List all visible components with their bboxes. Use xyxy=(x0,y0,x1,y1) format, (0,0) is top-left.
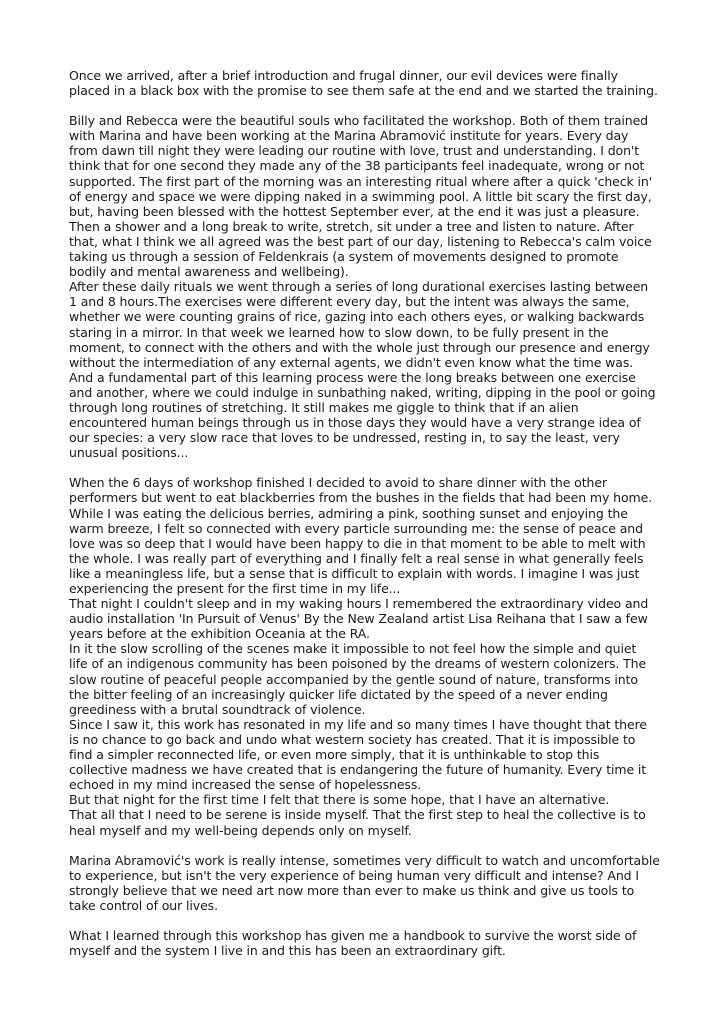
text-line: and another, where we could indulge in sunbathing naked, writing, dipping in the pool or going xyxy=(69,384,656,400)
text-line: through long routines of stretching. It still makes me giggle to think that if an alien xyxy=(69,399,579,415)
text-line: experiencing the present for the first time in my life... xyxy=(69,581,401,596)
paragraph-4 xyxy=(69,853,661,913)
text-line: like a meaningless life, but a sense that is difficult to explain with words. I imagine I was just xyxy=(69,565,640,581)
text-line: echoed in my mind increased the sense of hopelessness. xyxy=(69,777,422,793)
text-line: moment, to connect with the others and with the whole just through our presence and energy xyxy=(69,339,650,355)
text-line: What I learned through this workshop has given me a handbook to survive the worst side of xyxy=(69,927,637,943)
text-line: supported. The first part of the morning was an interesting ritual where after a quick 'check in' xyxy=(69,173,653,189)
text-line: the whole. I was really part of everything and I finally felt a real sense in what generally feels xyxy=(69,550,644,566)
text-line: of energy and space we were dipping naked in a swimming pool. A little bit scary the first day, xyxy=(69,188,652,204)
text-line: In it the slow scrolling of the scenes make it impossible to not feel how the simple and quiet xyxy=(69,641,637,657)
text-line: unusual positions... xyxy=(69,445,189,461)
text-line: to experience, but isn't the very experience of being human very difficult and intense? And I xyxy=(69,867,639,883)
text-line: And a fundamental part of this learning process were the long breaks between one exercise xyxy=(69,369,636,385)
text-line: Once we arrived, after a brief introduction and frugal dinner, our evil devices were finally xyxy=(69,68,618,83)
text-line: After these daily rituals we went through a series of long durational exercises lasting between xyxy=(69,279,649,295)
text-line: Marina Abramović's work is really intense, sometimes very difficult to watch and uncomfortable xyxy=(69,852,660,868)
text-line: is no chance to go back and undo what western society has created. That it is impossible to xyxy=(69,731,636,747)
text-line: with Marina and have been working at the Marina Abramović institute for years. Every day xyxy=(69,128,629,144)
text-line: Since I saw it, this work has resonated in my life and so many times I have thought that there xyxy=(69,716,647,732)
text-line: 1 and 8 hours.The exercises were different every day, but the intent was always the same, xyxy=(69,294,630,310)
text-line: bodily and mental awareness and wellbeing). xyxy=(69,264,349,280)
paragraph-2 xyxy=(69,113,661,460)
text-line: encountered human beings through us in those days they would have a very strange idea of xyxy=(69,415,641,431)
paragraph-3 xyxy=(69,475,661,837)
text-line: but, having been blessed with the hottest September ever, at the end it was just a pleasure. xyxy=(69,203,640,219)
text-line: While I was eating the delicious berries, admiring a pink, soothing sunset and enjoying the xyxy=(69,505,628,521)
text-line: heal myself and my well-being depends only on myself. xyxy=(69,822,412,838)
text-line: performers but went to eat blackberries from the bushes in the fields that had been my home. xyxy=(69,490,653,506)
text-line: find a simpler reconnected life, or even more simply, that it is unthinkable to stop this xyxy=(69,747,600,763)
text-line: slow routine of peaceful people accompanied by the gentle sound of nature, transforms into xyxy=(69,671,638,687)
text-line: without the intermediation of any external agents, we didn't even know what the time was. xyxy=(69,354,634,370)
text-line: That night I couldn't sleep and in my waking hours I remembered the extraordinary video and xyxy=(69,596,649,612)
text-line: warm breeze, I felt so connected with every particle surrounding me: the sense of peace and xyxy=(69,520,643,536)
text-line: life of an indigenous community has been poisoned by the dreams of western colonizers. The xyxy=(69,656,647,672)
paragraph-5 xyxy=(69,928,661,958)
text-line: whether we were counting grains of rice, gazing into each others eyes, or walking backwards xyxy=(69,309,645,325)
text-line: greediness with a brutal soundtrack of violence. xyxy=(69,701,366,717)
text-line: Billy and Rebecca were the beautiful souls who facilitated the workshop. Both of them trained xyxy=(69,113,649,129)
text-line: years before at the exhibition Oceania at the RA. xyxy=(69,626,370,642)
text-line: myself and the system I live in and this has been an extraordinary gift. xyxy=(69,943,506,959)
text-line: that, what I think we all agreed was the best part of our day, listening to Rebecca's calm voice xyxy=(69,233,652,249)
text-line: placed in a black box with the promise to see them safe at the end and we started the training. xyxy=(69,83,658,99)
document-body xyxy=(69,68,661,973)
text-line: strongly believe that we need art now more than ever to make us think and give us tools to xyxy=(69,882,635,898)
text-line: the bitter feeling of an increasingly quicker life dictated by the speed of a never ending xyxy=(69,686,608,702)
text-line: audio installation 'In Pursuit of Venus' By the New Zealand artist Lisa Reihana that I saw a few xyxy=(69,611,648,627)
text-line: Then a shower and a long break to write, stretch, sit under a tree and listen to nature. After xyxy=(69,218,634,234)
text-line: When the 6 days of workshop finished I decided to avoid to share dinner with the other xyxy=(69,475,607,491)
text-line: taking us through a session of Feldenkrais (a system of movements designed to promote xyxy=(69,249,619,265)
text-line: from dawn till night they were leading our routine with love, trust and understanding. I don't xyxy=(69,143,640,159)
text-line: collective madness we have created that is endangering the future of humanity. Every time it xyxy=(69,762,647,778)
text-line: our species: a very slow race that loves to be undressed, resting in, to say the least, very xyxy=(69,430,620,446)
text-line: think that for one second they made any of the 38 participants feel inadequate, wrong or not xyxy=(69,158,645,174)
text-line: take control of our lives. xyxy=(69,897,218,913)
paragraph-1 xyxy=(69,68,661,98)
text-line: staring in a mirror. In that week we learned how to slow down, to be fully present in the xyxy=(69,324,609,340)
text-line: love was so deep that I would have been happy to die in that moment to be able to melt with xyxy=(69,535,646,551)
text-line: That all that I need to be serene is inside myself. That the first step to heal the collective is to xyxy=(69,807,646,823)
text-line: But that night for the first time I felt that there is some hope, that I have an alternative. xyxy=(69,792,610,808)
